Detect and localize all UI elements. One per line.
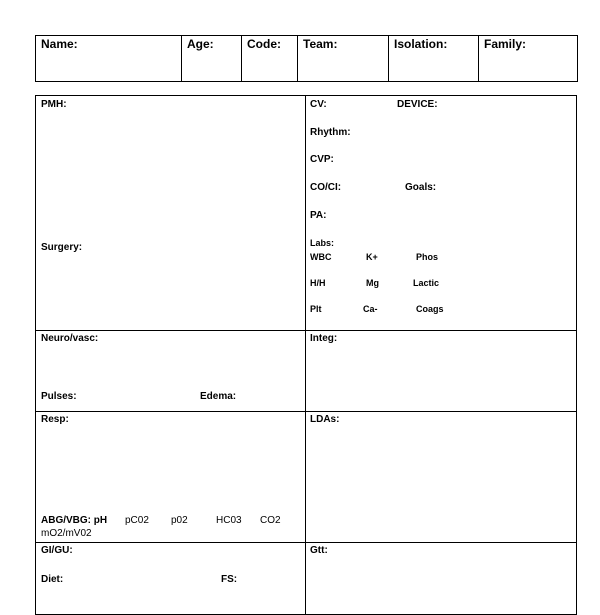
hco3-label: HC03 [216,515,242,526]
lab-phos: Phos [416,252,439,262]
neuro-label: Neuro/vasc: [41,333,99,344]
header-divider [478,35,479,82]
lab-ca: Ca- [363,304,378,314]
resp-label: Resp: [41,414,69,425]
device-label: DEVICE: [397,99,438,110]
fs-label: FS: [221,574,238,585]
grid-row-divider [35,330,577,331]
grid-center-divider [305,95,306,615]
goals-label: Goals: [405,182,437,193]
lab-k: K+ [366,252,378,262]
family-label: Family: [484,37,527,51]
gtt-label: Gtt: [310,545,328,556]
po2-label: p02 [171,515,188,526]
rhythm-label: Rhythm: [310,127,351,138]
lab-mg: Mg [366,278,379,288]
pmh-label: PMH: [41,99,67,110]
name-label: Name: [41,37,78,51]
labs-label: Labs: [310,238,335,248]
team-label: Team: [303,37,338,51]
abg-label: ABG/VBG: pH [41,515,108,526]
age-label: Age: [187,37,214,51]
header-divider [388,35,389,82]
lab-plt: Plt [310,304,322,314]
diet-label: Diet: [41,574,64,585]
grid-row-divider [35,542,577,543]
edema-label: Edema: [200,391,237,402]
coci-label: CO/CI: [310,182,342,193]
gigu-label: GI/GU: [41,545,73,556]
isolation-label: Isolation: [394,37,448,51]
ldas-label: LDAs: [310,414,340,425]
header-divider [181,35,182,82]
integ-label: Integ: [310,333,338,344]
pulses-label: Pulses: [41,391,77,402]
cv-label: CV: [310,99,327,110]
co2-label: CO2 [260,515,281,526]
lab-wbc: WBC [310,252,332,262]
pa-label: PA: [310,210,327,221]
header-divider [297,35,298,82]
lab-hh: H/H [310,278,326,288]
lab-coags: Coags [416,304,444,314]
cvp-label: CVP: [310,154,334,165]
pco2-label: pC02 [125,515,149,526]
mo2-label: mO2/mV02 [41,528,92,539]
code-label: Code: [247,37,281,51]
header-divider [241,35,242,82]
lab-lactic: Lactic [413,278,440,288]
grid-row-divider [35,411,577,412]
surgery-label: Surgery: [41,242,83,253]
main-grid [35,95,577,615]
